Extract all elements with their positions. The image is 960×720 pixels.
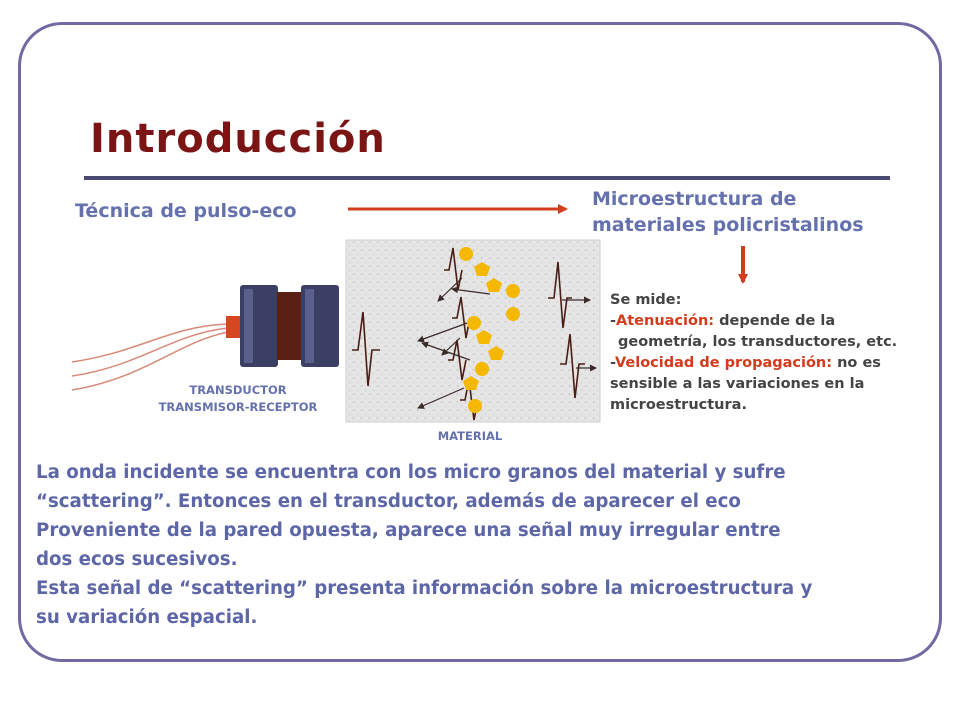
paragraph-line: Proveniente de la pared opuesta, aparece una señal muy irregular entre — [36, 520, 781, 541]
microstructure-line-2: materiales policristalinos — [592, 214, 864, 236]
measure-item-attenuation-cont: geometría, los transductores, etc. — [618, 334, 898, 350]
paragraph-line: “scattering”. Entonces en el transductor, además de aparecer el eco — [36, 491, 741, 512]
grain — [506, 284, 520, 298]
measurement-list — [610, 290, 940, 416]
attenuation-key: Atenuación: — [616, 313, 715, 329]
material-label: MATERIAL — [437, 429, 503, 443]
grain — [475, 362, 489, 376]
grain — [459, 247, 473, 261]
slide-title: Introducción — [90, 116, 386, 162]
paragraph-line: dos ecos sucesivos. — [36, 549, 238, 570]
material-block — [346, 240, 600, 422]
measure-item-attenuation: -Atenuación: depende de la — [610, 313, 836, 329]
velocity-key: Velocidad de propagación: — [614, 355, 833, 371]
transducer-label-line-2: TRANSMISOR-RECEPTOR — [158, 400, 318, 414]
paragraph-line: su variación espacial. — [36, 607, 258, 628]
measure-item-velocity-cont-1: sensible a las variaciones en la — [610, 376, 865, 392]
microstructure-line-1: Microestructura de — [592, 188, 797, 210]
measure-item-velocity-cont-2: microestructura. — [610, 397, 747, 413]
transducer-label-line-1: TRANSDUCTOR — [189, 383, 287, 397]
description-paragraph — [36, 458, 926, 632]
transducer — [226, 285, 339, 367]
paragraph-line: La onda incidente se encuentra con los micro granos del material y sufre — [36, 462, 786, 483]
paragraph-line: Esta señal de “scattering” presenta información sobre la microestructura y — [36, 578, 813, 599]
cables — [72, 324, 228, 390]
measure-heading: Se mide: — [610, 292, 682, 308]
grain — [467, 316, 481, 330]
technique-label: Técnica de pulso-eco — [75, 200, 297, 222]
grain — [468, 399, 482, 413]
grain — [506, 307, 520, 321]
measure-item-velocity: -Velocidad de propagación: no es — [610, 355, 881, 371]
transducer-label — [128, 382, 348, 416]
